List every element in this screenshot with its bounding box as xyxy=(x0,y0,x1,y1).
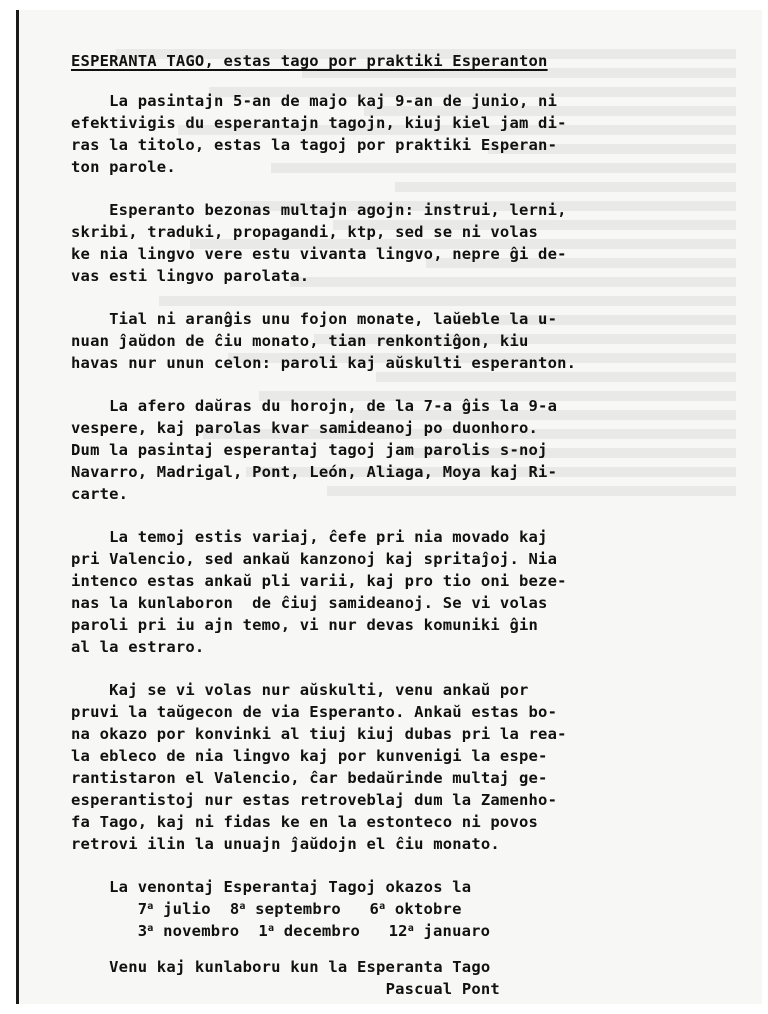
text-line: ke nia lingvo vere estu vivanta lingvo, nepre ĝi de- xyxy=(71,245,567,263)
date-entry xyxy=(230,900,341,918)
text-line: la ebleco de nia lingvo kaj por kunvenigi la espe- xyxy=(71,747,548,765)
scanned-page xyxy=(16,10,762,1004)
paragraph xyxy=(71,395,741,505)
text-line: efektivigis du esperantajn tagojn, kiuj kiel jam di- xyxy=(71,114,567,132)
signature-name: Pascual Pont xyxy=(385,980,500,998)
text-line: La temoj estis variaj, ĉefe pri nia movado kaj xyxy=(71,528,548,546)
text-line: La pasintajn 5-an de majo kaj 9-an de junio, ni xyxy=(71,92,558,110)
closing-line: Venu kaj kunlaboru kun la Esperanta Tago xyxy=(71,958,491,976)
upcoming-intro: La venontaj Esperantaj Tagoj okazos la xyxy=(71,878,472,896)
paragraph xyxy=(71,90,741,178)
article-body xyxy=(71,90,741,855)
text-line: rantistaron el Valencio, ĉar bedaŭrinde multaj ge- xyxy=(71,769,548,787)
text-line: Tial ni aranĝis unu fojon monate, laŭeble la u- xyxy=(71,310,558,328)
upcoming-dates xyxy=(71,876,741,942)
date-entry xyxy=(370,900,462,918)
text-line: intenco estas ankaŭ pli varii, kaj pro tio oni beze- xyxy=(71,572,567,590)
page-edge-shadow xyxy=(16,10,19,1004)
date-day: 8 xyxy=(229,900,240,918)
date-month: januaro xyxy=(423,922,491,940)
date-month: decembro xyxy=(283,922,360,940)
date-day: 7 xyxy=(137,900,148,918)
text-line: esperantistoj nur estas retroveblaj dum la Zamenho- xyxy=(71,791,558,809)
text-line: skribi, traduki, propagandi, ktp, sed se ni volas xyxy=(71,223,539,241)
text-line: al la estraro. xyxy=(71,638,205,656)
text-line: pri Valencio, sed ankaŭ kanzonoj kaj spritaĵoj. Nia xyxy=(71,550,558,568)
date-month: julio xyxy=(163,900,211,918)
article-title: ESPERANTA TAGO, estas tago por praktiki Esperanton xyxy=(71,52,548,70)
date-ordinal: a xyxy=(379,901,386,912)
dates-row-1 xyxy=(71,898,741,920)
date-day: 3 xyxy=(137,922,148,940)
dates-row-2 xyxy=(71,920,741,942)
date-entry xyxy=(389,922,491,940)
date-day: 1 xyxy=(258,922,268,940)
date-month: septembro xyxy=(255,900,341,918)
article xyxy=(71,50,741,1000)
text-line: retrovi ilin la unuajn ĵaŭdojn el ĉiu monato. xyxy=(71,835,500,853)
date-ordinal: a xyxy=(147,901,154,912)
date-ordinal: a xyxy=(239,901,246,912)
text-line: vespere, kaj parolas kvar samideanoj po duonhoro. xyxy=(71,419,539,437)
paragraph xyxy=(71,526,741,658)
text-line: Esperanto bezonas multajn agojn: instrui, lerni, xyxy=(71,201,567,219)
paragraph xyxy=(71,199,741,287)
text-line: nas la kunlaboron de ĉiuj samideanoj. Se vi volas xyxy=(71,594,548,612)
date-entry xyxy=(258,922,360,940)
closing-block xyxy=(71,956,741,1000)
date-month: novembro xyxy=(163,922,240,940)
text-line: nuan ĵaŭdon de ĉiu monato, tian renkontiĝon, kiu xyxy=(71,332,529,350)
text-line: Navarro, Madrigal, Pont, León, Aliaga, Moya kaj Ri- xyxy=(71,463,558,481)
date-month: oktobre xyxy=(394,900,462,918)
date-day: 6 xyxy=(369,900,380,918)
date-ordinal: a xyxy=(407,923,414,934)
text-line: pruvi la taŭgecon de via Esperanto. Ankaŭ estas bo- xyxy=(71,703,558,721)
text-line: Kaj se vi volas nur aŭskulti, venu ankaŭ por xyxy=(71,681,529,699)
text-line: ton parole. xyxy=(71,158,176,176)
date-ordinal: a xyxy=(147,923,154,934)
paragraph xyxy=(71,308,741,374)
text-line: havas nur unun celon: paroli kaj aŭskulti esperanton. xyxy=(71,354,577,372)
text-line: vas esti lingvo parolata. xyxy=(71,267,310,285)
text-line: Dum la pasintaj esperantaj tagoj jam parolis s-noj xyxy=(71,441,548,459)
date-day: 12 xyxy=(388,922,408,940)
text-line: fa Tago, kaj ni fidas ke en la estonteco ni povos xyxy=(71,813,539,831)
text-line: na okazo por konvinki al tiuj kiuj dubas pri la rea- xyxy=(71,725,567,743)
paragraph xyxy=(71,679,741,855)
date-entry xyxy=(138,900,211,918)
text-line: La afero daŭras du horojn, de la 7-a ĝis la 9-a xyxy=(71,397,558,415)
text-line: ras la titolo, estas la tagoj por praktiki Esperan- xyxy=(71,136,558,154)
signature xyxy=(71,978,741,1000)
date-ordinal: a xyxy=(267,923,275,934)
text-line: paroli pri iu ajn temo, vi nur devas komuniki ĝin xyxy=(71,616,539,634)
text-line: carte. xyxy=(71,485,129,503)
date-entry xyxy=(138,922,240,940)
